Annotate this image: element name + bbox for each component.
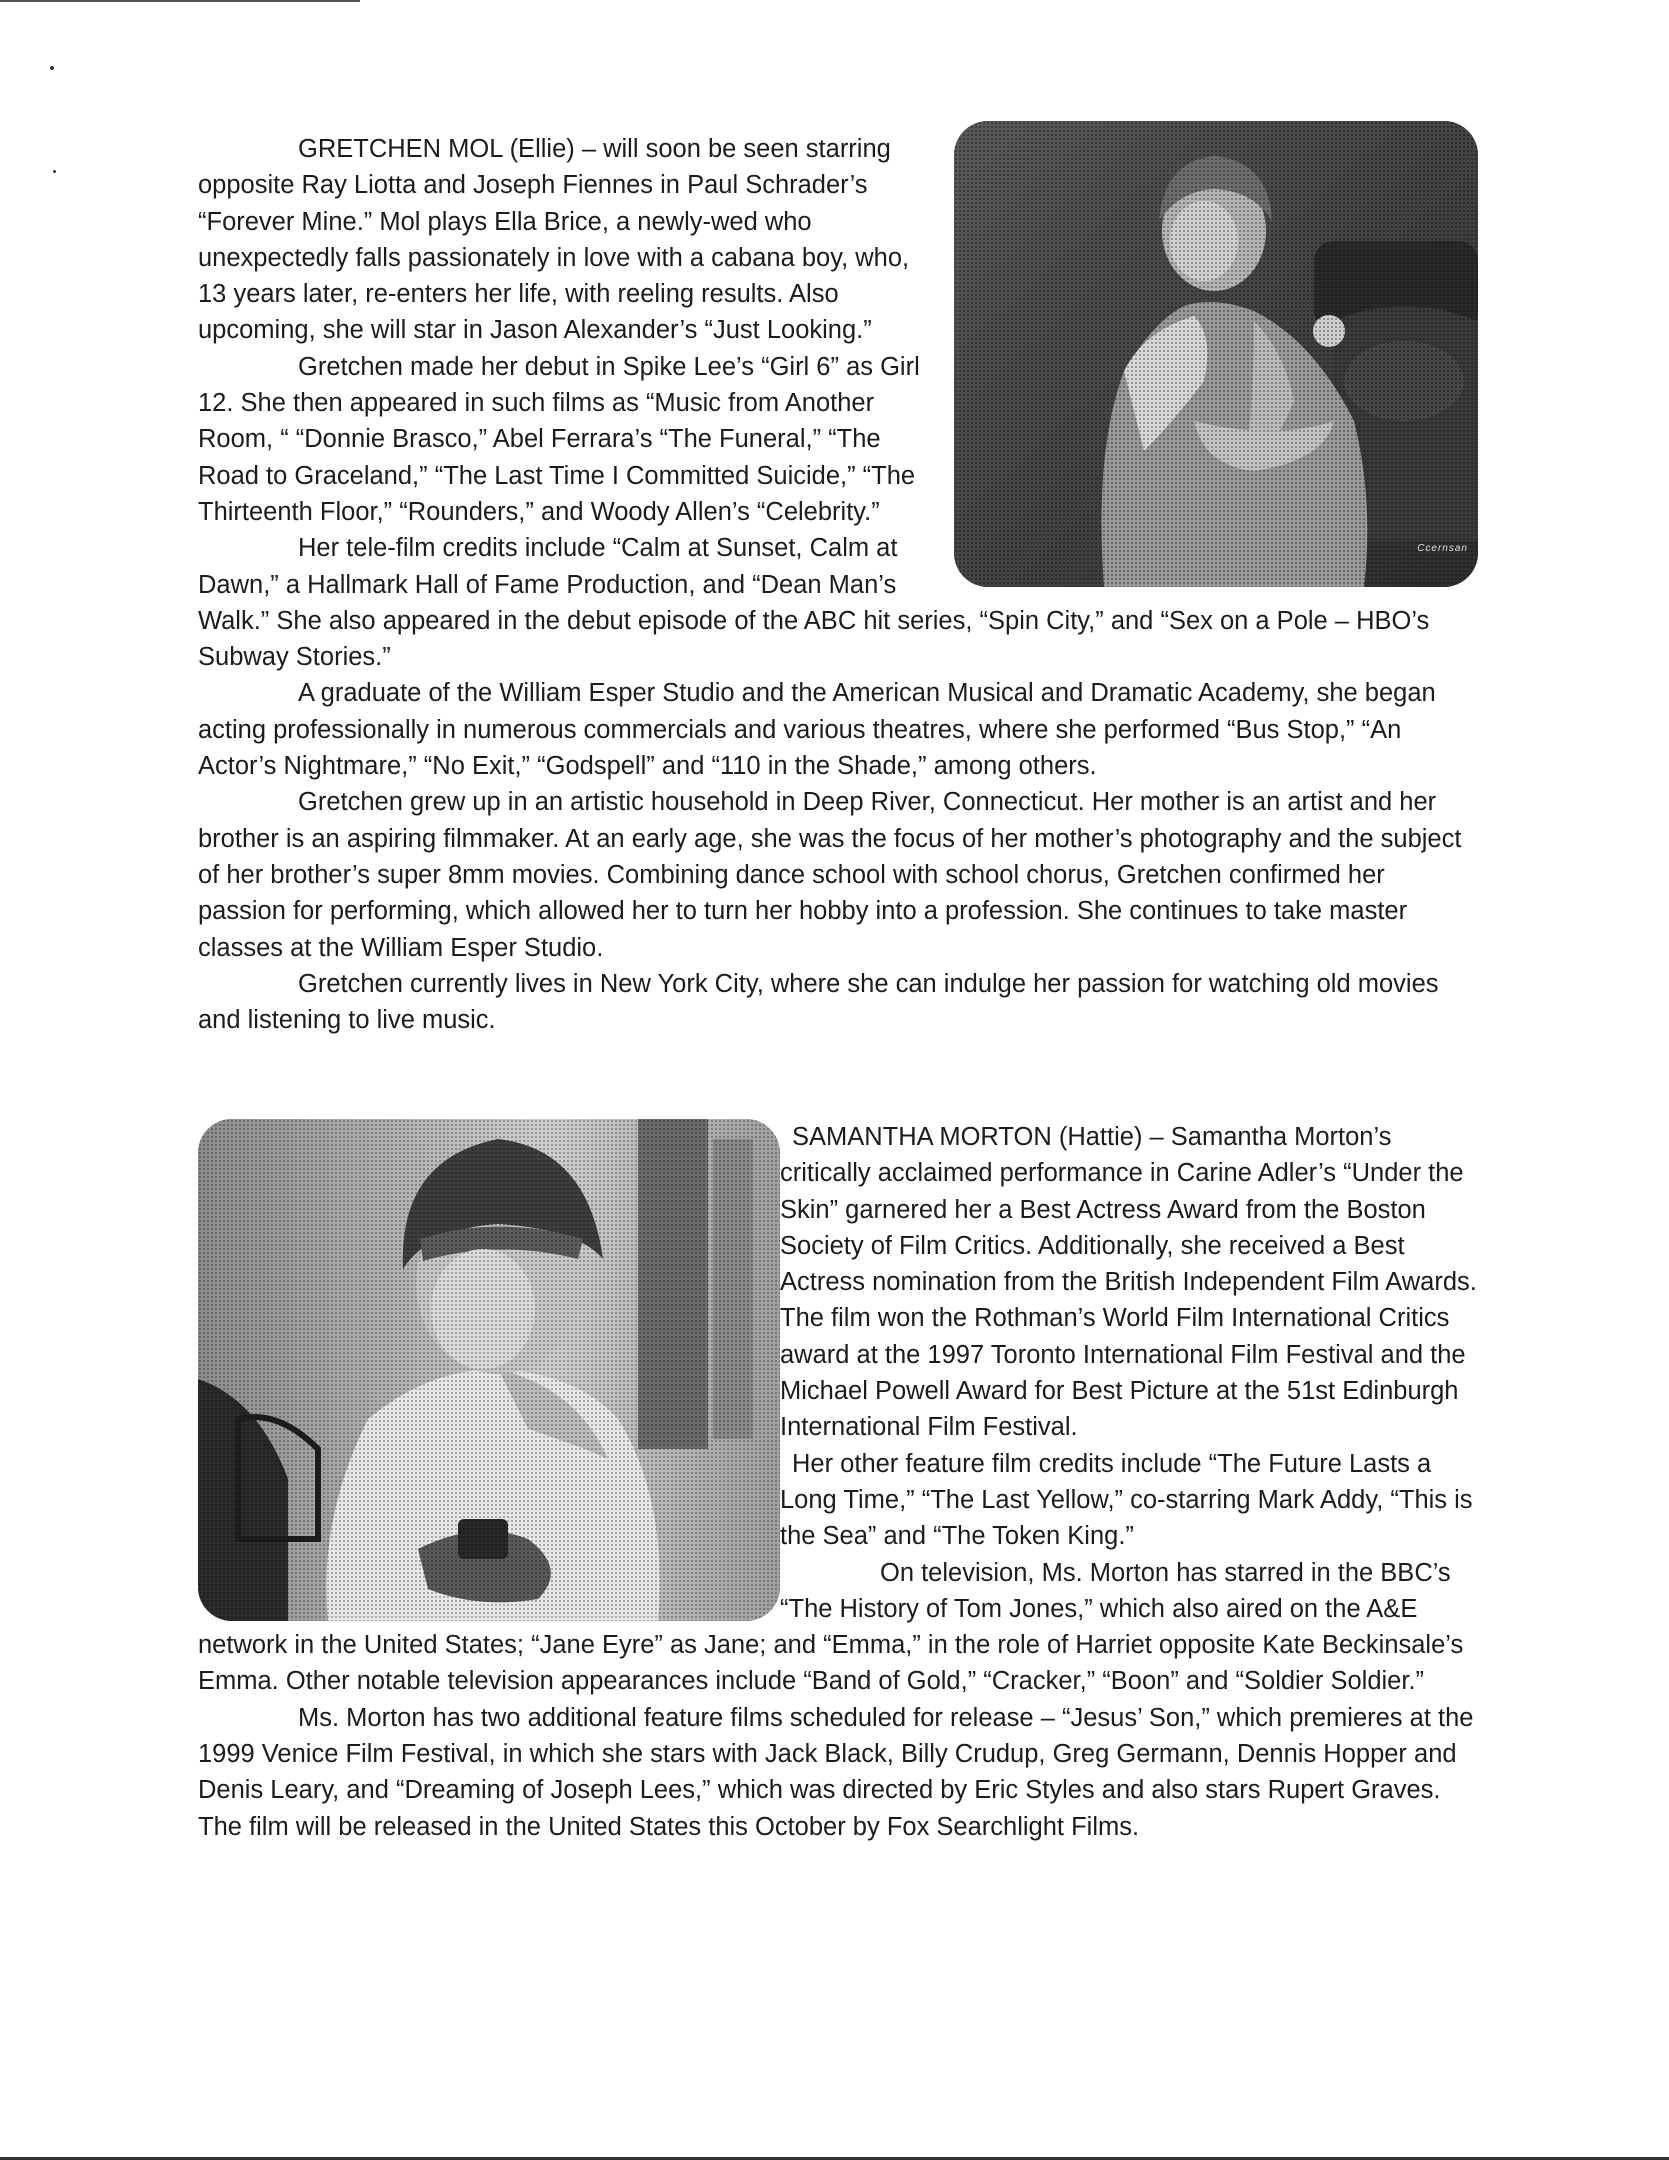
bio-gretchen-mol (198, 131, 1478, 1038)
scan-speck (50, 66, 54, 70)
portrait-photo-icon (954, 121, 1478, 587)
bio-paragraph: Her tele-film credits include “Calm at Sunset, Calm at Dawn,” a Hallmark Hall of Fame Production, and “Dean Man’s Walk.” She also appeared in the debut episode of the ABC hit series, “Spin City,” and “Sex on a Pole – HBO’s Subway Stories.” (198, 534, 1430, 672)
scan-speck (53, 170, 56, 173)
bio-paragraph: GRETCHEN MOL (Ellie) – will soon be seen starring opposite Ray Liotta and Joseph Fiennes in Paul Schrader’s “Forever Mine.” Mol plays Ella Brice, a newly-wed who unexpectedly falls passionately in love with a cabana boy, who, 13 years later, re-enters her life, with reeling results. Also upcoming, she will star in Jason Alexander’s “Just Looking.” (198, 135, 910, 345)
samantha-morton-photo (198, 1119, 780, 1621)
portrait-photo-icon (198, 1119, 780, 1621)
bio-paragraph: Gretchen made her debut in Spike Lee’s “Girl 6” as Girl 12. She then appeared in such films as “Music from Another Room, “ “Donnie Brasco,” Abel Ferrara’s “The Funeral,” “The Road to Graceland,” “The Last Time I Committed Suicide,” “The Thirteenth Floor,” “Rounders,” and Woody Allen’s “Celebrity.” (198, 352, 920, 526)
bio-paragraph: Gretchen grew up in an artistic household in Deep River, Connecticut. Her mother is an artist and her brother is an aspiring filmmaker. At an early age, she was the focus of her mother’s photography and the subject of her brother’s super 8mm movies. Combining dance school with school chorus, Gretchen confirmed her passion for performing, which allowed her to turn her hobby into a profession. She continues to take master classes at the William Esper Studio. (198, 788, 1462, 962)
gretchen-mol-photo (954, 121, 1478, 587)
bio-samantha-morton (198, 1119, 1478, 1845)
bio-paragraph: Gretchen currently lives in New York City, where she can indulge her passion for watching old movies and listening to live music. (198, 969, 1439, 1035)
bio-paragraph: SAMANTHA MORTON (Hattie) – Samantha Morton’s critically acclaimed performance in Carine Adler’s “Under the Skin” garnered her a Best Actress Award from the Boston Society of Film Critics. Additionally, she received a Best Actress nomination from the British Independent Film Awards. The film won the Rothman’s World Film International Critics award at the 1997 Toronto International Film Festival and the Michael Powell Award for Best Picture at the 51st Edinburgh International Film Festival. (780, 1123, 1477, 1442)
bio-paragraph: On television, Ms. Morton has starred in the BBC’s “The History of Tom Jones,” which also aired on the A&E network in the United States; “Jane Eyre” as Jane; and “Emma,” in the role of Harriet opposite Kate Beckinsale’s Emma. Other notable television appearances include “Band of Gold,” “Cracker,” “Boon” and “Soldier Soldier.” (198, 1558, 1464, 1696)
photo-tag: Ccernsan (1417, 542, 1468, 554)
bio-paragraph: A graduate of the William Esper Studio and the American Musical and Dramatic Academy, she began acting professionally in numerous commercials and various theatres, where she performed “Bus Stop,” “An Actor’s Nightmare,” “No Exit,” “Godspell” and “110 in the Shade,” among others. (198, 679, 1436, 781)
bio-paragraph: Ms. Morton has two additional feature films scheduled for release – “Jesus’ Son,” which premieres at the 1999 Venice Film Festival, in which she stars with Jack Black, Billy Crudup, Greg Germann, Dennis Hopper and Denis Leary, and “Dreaming of Joseph Lees,” which was directed by Eric Styles and also stars Rupert Graves. The film will be released in the United States this October by Fox Searchlight Films. (198, 1703, 1474, 1841)
bio-paragraph: Her other feature film credits include “The Future Lasts a Long Time,” “The Last Yellow,” co-starring Mark Addy, “This is the Sea” and “The Token King.” (780, 1449, 1473, 1551)
scan-edge-top (0, 0, 360, 2)
